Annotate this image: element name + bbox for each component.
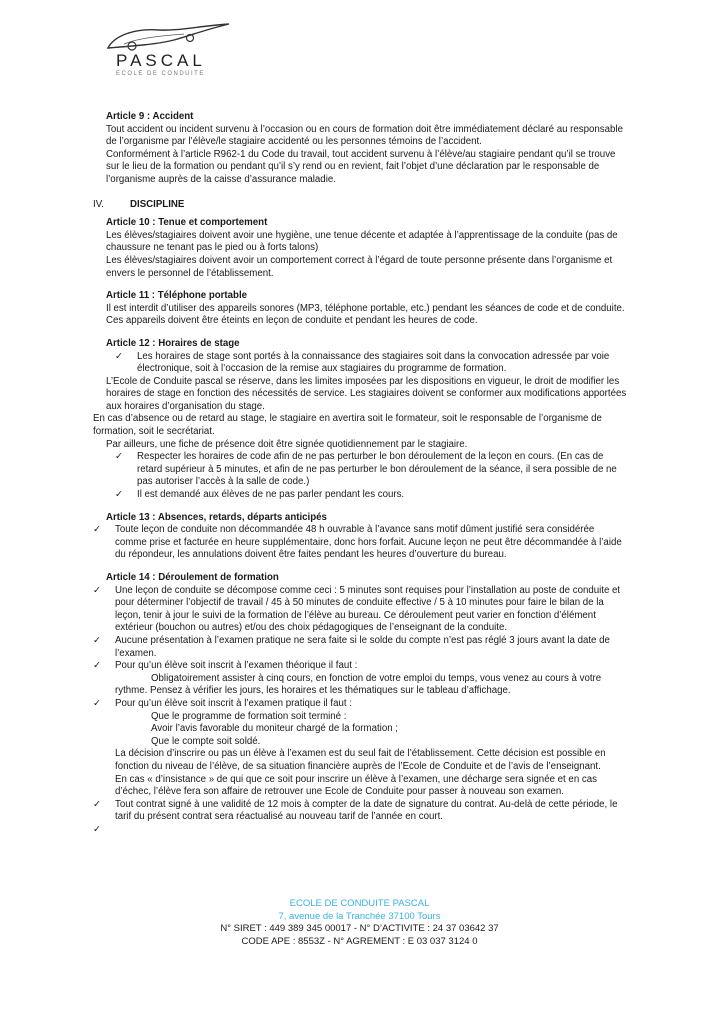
school-logo xyxy=(104,18,234,78)
check-list-item xyxy=(93,824,628,837)
document-body xyxy=(93,111,628,836)
check-list-item: ✓ Respecter les horaires de code afin de ne pas perturber le bon déroulement de la leçon en cours. (En cas de retard supérieur à 5 minutes, et afin de ne pas perturber le bon déroulement de la séance, il sera possible de ne pas autoriser l’accès à la salle de code.) xyxy=(115,451,617,488)
article-10-paragraph: Les élèves/stagiaires doivent avoir une hygiène, une tenue décente et adaptée à l’apprentissage de la conduite (pas de chaussure ne tenant pas le pied ou à forts talons) xyxy=(106,229,618,254)
check-icon: ✓ xyxy=(93,634,102,646)
article-12-paragraph: En cas d’absence ou de retard au stage, le stagiaire en avertira soit le formateur, soit le responsable de l’organisme de formation, soit le secrétariat. xyxy=(93,413,602,438)
section-heading xyxy=(93,199,628,212)
article-12-title: Article 12 : Horaires de stage xyxy=(106,337,240,349)
article-12-paragraph: L’Ecole de Conduite pascal se réserve, dans les limites imposées par les dispositions en vigueur, le droit de modifier les horaires de stage en fonction des nécessités de service. Les stagiaires doivent se conformer aux modifications apportées aux horaires d’organisation du stage. xyxy=(106,375,627,412)
article-11-paragraph: Il est interdit d’utiliser des appareils sonores (MP3, téléphone portable, etc.) pendant les séances de code et de conduite. Ces appareils doivent être éteints en leçon de conduite et pendant les heures de code. xyxy=(106,302,625,327)
article-9-paragraph: Tout accident ou incident survenu à l’occasion ou en cours de formation doit être immédiatement déclaré au responsable de l’organisme par l’élève/le stagiaire accidenté ou les personnes témoins de l’accident. xyxy=(106,123,623,148)
theory-exam-detail: Obligatoirement assister à cinq cours, en fonction de votre emploi du temps, vous venez au cours à votre rythme. Pensez à vérifier les jours, les horaires et les thématiques sur le tableau d’affichage. xyxy=(115,672,602,697)
check-icon: ✓ xyxy=(115,451,124,463)
article-9-paragraph: Conformément à l’article R962-1 du Code du travail, tout accident survenu à l’élève/au stagiaire pendant qu’il se trouve sur le lieu de la formation ou pendant qu’il s’y rend ou en revient, fait l’objet d’une déclaration par le responsable de l’organisme auprès de la caisse d’assurance maladie. xyxy=(106,148,616,185)
check-icon: ✓ xyxy=(93,660,102,672)
article-14-paragraph: En cas « d’insistance » de qui que ce soit pour inscrire un élève à l’examen, une décharge sera signée et en cas d’échec, l’élève fera son affaire de retrouver une Ecole de Conduite pour passer à nouveau son examen. xyxy=(115,773,597,798)
footer-address: 7, avenue de la Tranchée 37100 Tours xyxy=(278,910,441,922)
article-13-title: Article 13 : Absences, retards, départs anticipés xyxy=(106,511,327,523)
article-12-paragraph: Par ailleurs, une fiche de présence doit être signée quotidiennement par le stagiaire. xyxy=(106,438,468,450)
check-icon: ✓ xyxy=(93,697,102,709)
check-list-item: ✓ Pour qu’un élève soit inscrit à l’examen pratique il faut : xyxy=(93,697,352,709)
footer-siret: N° SIRET : 449 389 345 00017 - N° D’ACTIVITE : 24 37 03642 37 xyxy=(220,923,499,934)
section-number: IV. xyxy=(93,198,104,210)
check-list-item: ✓ Tout contrat signé à une validité de 12 mois à compter de la date de signature du contrat. Au-delà de cette période, le tarif du présent contrat sera réactualisé au nouveau tarif de l’année en court. xyxy=(93,798,618,823)
article-10-paragraph: Les élèves/stagiaires doivent avoir un comportement correct à l’égard de toute personne présente dans l’organisme et envers le personnel de l’établissement. xyxy=(106,254,613,279)
check-icon: ✓ xyxy=(115,489,124,501)
check-list-item: ✓ Pour qu’un élève soit inscrit à l’examen théorique il faut : xyxy=(93,660,358,672)
car-logo-icon xyxy=(104,18,234,54)
check-icon: ✓ xyxy=(93,524,102,536)
check-list-item: ✓ Aucune présentation à l’examen pratique ne sera faite si le solde du compte n’est pas réglé 3 jours avant la date de l’examen. xyxy=(93,634,610,659)
page-footer xyxy=(0,898,719,948)
article-11-title: Article 11 : Téléphone portable xyxy=(106,290,248,302)
check-icon: ✓ xyxy=(93,823,102,835)
section-title: DISCIPLINE xyxy=(130,198,185,210)
check-list-item: ✓ Les horaires de stage sont portés à la connaissance des stagiaires soit dans la convocation adressée par voie électronique, soit à l’occasion de la remise aux stagiaires du programme de formation. xyxy=(115,350,610,375)
check-list-item: ✓ Il est demandé aux élèves de ne pas parler pendant les cours. xyxy=(115,489,405,501)
article-10-title: Article 10 : Tenue et comportement xyxy=(106,217,268,229)
practical-exam-condition: Avoir l’avis favorable du moniteur chargé de la formation ; xyxy=(151,723,398,735)
article-14-title: Article 14 : Déroulement de formation xyxy=(106,572,279,583)
logo-subtitle: ECOLE DE CONDUITE xyxy=(116,71,205,77)
check-icon: ✓ xyxy=(93,798,102,810)
logo-wordmark: PASCAL xyxy=(116,51,206,70)
footer-school-name: ECOLE DE CONDUITE PASCAL xyxy=(289,898,430,909)
check-icon: ✓ xyxy=(93,584,102,596)
article-14-paragraph: La décision d’inscrire ou pas un élève à l’examen est du seul fait de l’établissement. Cette décision est possible en fonction du niveau de l’élève, de sa situation financière auprès de l’Ecole de Conduite et de l’avis de l’enseignant. xyxy=(115,748,606,772)
check-list-item: ✓ Une leçon de conduite se décompose comme ceci : 5 minutes sont requises pour l’installation au poste de conduite et pour déterminer l’objectif de travail / 45 à 50 minutes de conduite effective / 5 à 10 minutes pour faire le bilan de la leçon, tenir à jour le suivi de la formation de l’élève au bureau. Ce déroulement peut varier en fonction d’élément extérieur (bouchon ou autres) et/ou des choix pédagogiques de l’enseignant de la conduite. xyxy=(93,584,621,634)
check-list-item: ✓ Toute leçon de conduite non décommandée 48 h ouvrable à l’avance sans motif dûment justifié sera considérée comme prise et facturée en heure supplémentaire, donc hors forfait. Aucune leçon ne peut être décommandée à l’aide du répondeur, les annulations doivent être faites pendant les heures d’ouverture du bureau. xyxy=(93,524,622,561)
article-9-title: Article 9 : Accident xyxy=(106,111,194,122)
check-icon: ✓ xyxy=(115,350,124,362)
footer-ape: CODE APE : 8553Z - N° AGREMENT : E 03 037 3124 0 xyxy=(241,935,478,947)
practical-exam-condition: Que le programme de formation soit terminé : xyxy=(151,710,347,722)
practical-exam-condition: Que le compte soit soldé. xyxy=(151,735,261,747)
